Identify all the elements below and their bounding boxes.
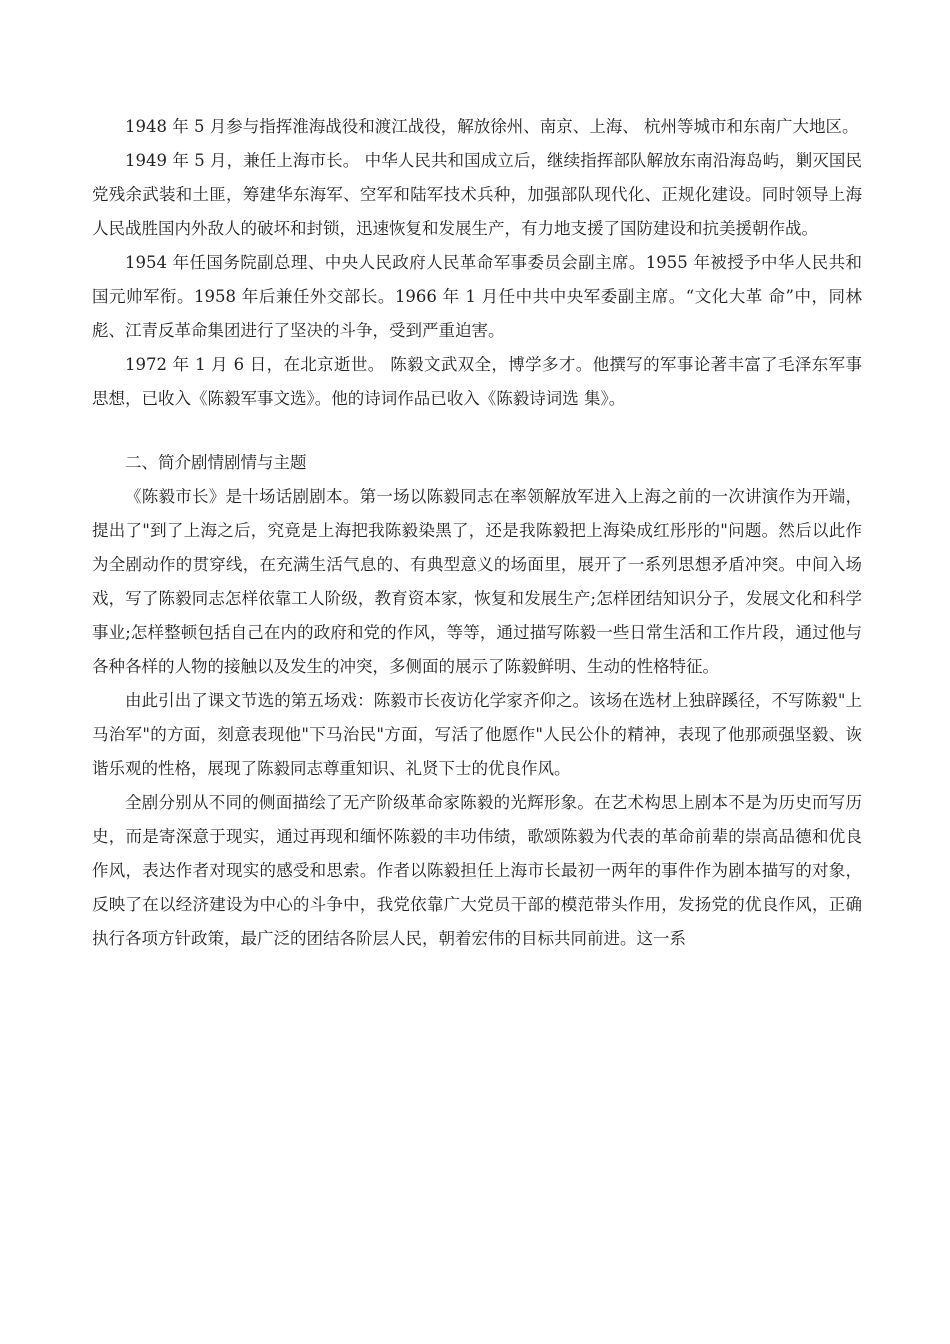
section-heading: 二、简介剧情剧情与主题: [125, 453, 307, 472]
paragraph-1949: 1949 年 5 月，兼任上海市长。 中华人民共和国成立后，继续指挥部队解放东南沿海岛屿，剿灭国民党残余武装和土匪，筹建华东海军、空军和陆军技术兵种，加强部队现代化、正规化建设。同时领导上海人民战胜国内外敌人的破坏和封锁，迅速恢复和发展生产，有力地支援了国防建设和抗美援朝作战。: [92, 151, 862, 238]
paragraph-play-intro: 《陈毅市长》是十场话剧剧本。第一场以陈毅同志在率领解放军进入上海之前的一次讲演作为开端，提出了"到了上海之后，究竟是上海把我陈毅染黑了，还是我陈毅把上海染成红彤彤的"问题。然后以此作为全剧动作的贯穿线，在充满生活气息的、有典型意义的场面里，展开了一系列思想矛盾冲突。中间入场戏，写了陈毅同志怎样依靠工人阶级，教育资本家，恢复和发展生产;怎样团结知识分子，发展文化和科学事业;怎样整顿包括自己在内的政府和党的作风，等等，通过描写陈毅一些日常生活和工作片段，通过他与各种各样的人物的接触以及发生的冲突，多侧面的展示了陈毅鲜明、生动的性格特征。: [92, 487, 862, 676]
paragraph-1948: 1948 年 5 月参与指挥淮海战役和渡江战役，解放徐州、南京、上海、 杭州等城市和东南广大地区。: [125, 117, 859, 136]
section-gap: [92, 416, 862, 446]
paragraph-scene-five: 由此引出了课文节选的第五场戏：陈毅市长夜访化学家齐仰之。该场在选材上独辟蹊径，不写陈毅"上马治军"的方面，刻意表现他"下马治民"方面，写活了他愿作"人民公仆的精神，表现了他那顽强坚毅、诙谐乐观的性格，展现了陈毅同志尊重知识、礼贤下士的优良作风。: [92, 691, 862, 778]
paragraph-1954: 1954 年任国务院副总理、中央人民政府人民革命军事委员会副主席。1955 年被授予中华人民共和国元帅军衔。1958 年后兼任外交部长。1966 年 1 月任中共中央军委副主席。“文化大革 命”中，同林彪、江青反革命集团进行了坚决的斗争，受到严重迫害。: [92, 253, 862, 340]
document-body: [92, 110, 862, 956]
paragraph-theme: 全剧分别从不同的侧面描绘了无产阶级革命家陈毅的光辉形象。在艺术构思上剧本不是为历史而写历史，而是寄深意于现实，通过再现和缅怀陈毅的丰功伟绩，歌颂陈毅为代表的革命前辈的崇高品德和优良作风，表达作者对现实的感受和思索。作者以陈毅担任上海市长最初一两年的事件作为剧本描写的对象，反映了在以经济建设为中心的斗争中，我党依靠广大党员干部的模范带头作用，发扬党的优良作风，正确执行各项方针政策，最广泛的团结各阶层人民，朝着宏伟的目标共同前进。这一系: [92, 793, 862, 948]
paragraph-1972: 1972 年 1 月 6 日，在北京逝世。 陈毅文武双全，博学多才。他撰写的军事论著丰富了毛泽东军事 思想，已收入《陈毅军事文选》。他的诗词作品已收入《陈毅诗词选 集》。: [92, 355, 862, 408]
